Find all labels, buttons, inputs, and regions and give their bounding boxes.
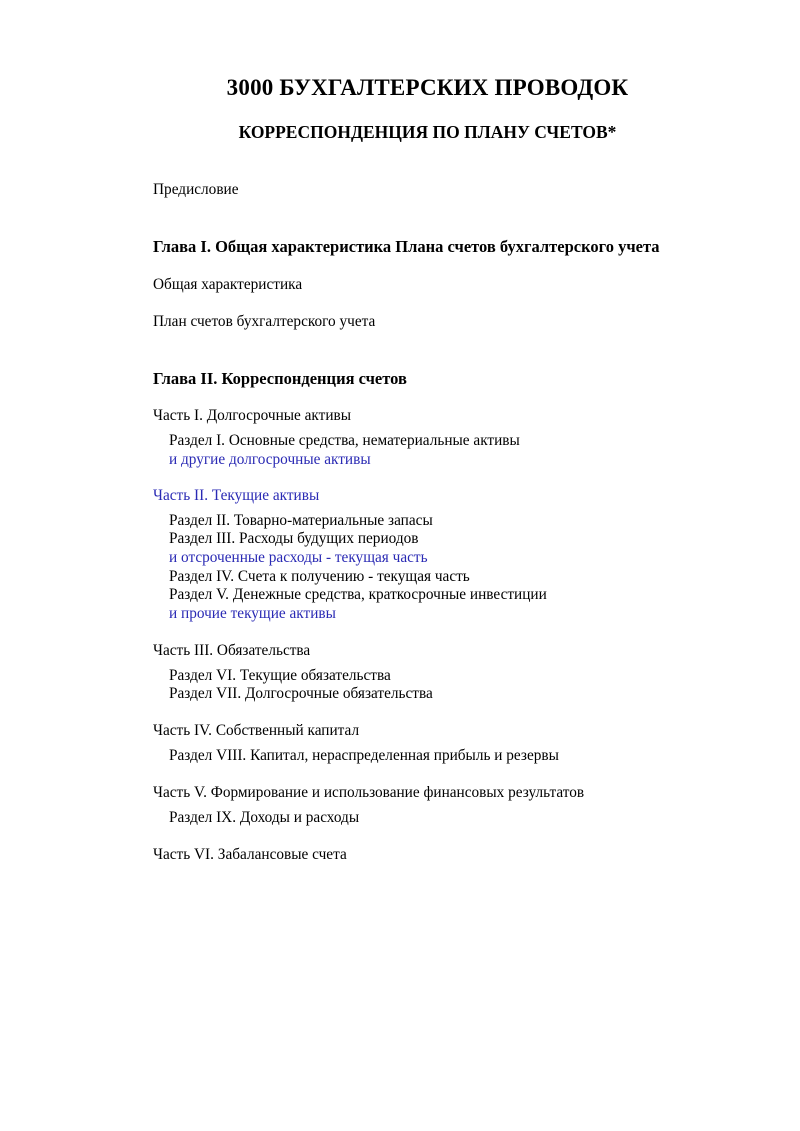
toc-part-5[interactable]: Часть V. Формирование и использование финансовых результатов [153, 784, 585, 801]
toc-section-9[interactable]: Раздел IX. Доходы и расходы [169, 809, 360, 826]
toc-part-2-link[interactable]: Часть II. Текущие активы [153, 487, 320, 504]
toc-part-3[interactable]: Часть III. Обязательства [153, 642, 311, 659]
chapter-2-heading: Глава II. Корреспонденция счетов [153, 369, 407, 388]
toc-section-5-line-2-link[interactable]: и прочие текущие активы [169, 605, 336, 622]
toc-section-3-line-1[interactable]: Раздел III. Расходы будущих периодов [169, 530, 419, 547]
document-subtitle: КОРРЕСПОНДЕНЦИЯ ПО ПЛАНУ СЧЕТОВ* [238, 122, 617, 142]
toc-section-4[interactable]: Раздел IV. Счета к получению - текущая часть [169, 568, 470, 585]
toc-item-general-characteristic[interactable]: Общая характеристика [153, 276, 303, 293]
toc-section-3-line-2-link[interactable]: и отсроченные расходы - текущая часть [169, 549, 428, 566]
document-title: 3000 БУХГАЛТЕРСКИХ ПРОВОДОК [226, 75, 629, 100]
toc-section-5-line-1[interactable]: Раздел V. Денежные средства, краткосрочные инвестиции [169, 586, 547, 603]
toc-section-8[interactable]: Раздел VIII. Капитал, нераспределенная прибыль и резервы [169, 747, 559, 764]
toc-part-1[interactable]: Часть I. Долгосрочные активы [153, 407, 352, 424]
toc-section-1-line-2-link[interactable]: и другие долгосрочные активы [169, 451, 371, 468]
toc-section-6[interactable]: Раздел VI. Текущие обязательства [169, 667, 391, 684]
toc-section-1-line-1[interactable]: Раздел I. Основные средства, нематериальные активы [169, 432, 520, 449]
chapter-1-heading: Глава I. Общая характеристика Плана счетов бухгалтерского учета [153, 237, 660, 256]
toc-part-6[interactable]: Часть VI. Забалансовые счета [153, 846, 347, 863]
toc-item-preface[interactable]: Предисловие [153, 181, 239, 198]
toc-part-4[interactable]: Часть IV. Собственный капитал [153, 722, 360, 739]
toc-section-7[interactable]: Раздел VII. Долгосрочные обязательства [169, 685, 433, 702]
toc-section-2[interactable]: Раздел II. Товарно-материальные запасы [169, 512, 433, 529]
toc-item-chart-of-accounts[interactable]: План счетов бухгалтерского учета [153, 313, 376, 330]
